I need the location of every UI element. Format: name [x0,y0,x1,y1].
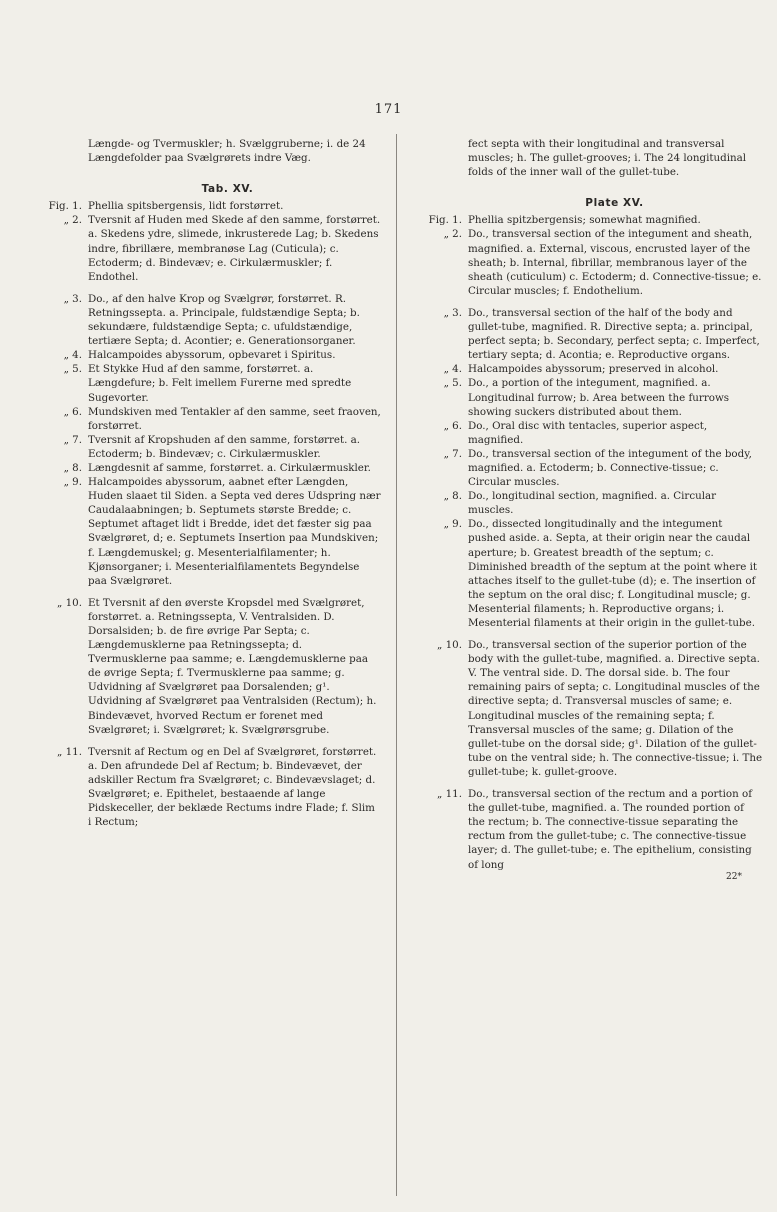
figure-entry [0,199,395,213]
figure-caption: Mundskiven med Tentakler af den samme, seet fraoven, forstørret. [88,405,381,432]
figure-entry [392,306,777,362]
figure-label: „ 4. [443,363,462,376]
danish-figure-list [0,199,395,829]
figure-label: „ 10. [437,639,462,652]
figure-entry [0,292,395,348]
figure-entry [0,475,395,588]
figure-entry [0,433,395,461]
figure-entry [392,638,777,779]
figure-label: Fig. 1. [48,200,82,213]
figure-caption: Længdesnit af samme, forstørret. a. Cirkulærmuskler. [88,461,371,474]
figure-caption: Do., transversal section of the integument of the body, magnified. a. Ectoderm; b. Connective-tissue; c. Circular muscles. [468,447,752,489]
figure-label: „ 2. [63,214,82,227]
figure-entry [0,362,395,404]
figure-entry [0,405,395,433]
figure-caption: Do., a portion of the integument, magnified. a. Longitudinal furrow; b. Area between the furrows showing suckers distributed about them. [468,377,730,418]
figure-entry [392,376,777,418]
figure-label: „ 11. [57,745,82,758]
figure-entry [0,745,395,830]
figure-caption: Do., transversal section of the half of the body and gullet-tube, magnified. R. Directive septa; a. principal, perfect septa; b. Secondary, perfect septa; c. Imperfect, tertiary septa; d. Acontia; e. Reproductive organs. [468,306,760,362]
danish-intro: Længde- og Tvermuskler; h. Svælggruberne; i. de 24 Længdefolder paa Svælgrørets indre Væg. [88,138,366,165]
figure-caption: Do., transversal section of the rectum and a portion of the gullet-tube, magnified. a. The rounded portion of the rectum; b. The connective-tissue separating the rectum from the gullet-tube; c. The connective-tissue layer; d. The gullet-tube; e. The epithelium, consisting of long [468,788,753,871]
figure-caption: Do., transversal section of the superior portion of the body with the gullet-tube, magnified. a. Directive septa. V. The ventral side. D. The dorsal side. b. The four remaining pairs of septa; c. Longitudinal muscles of the directive septa; d. Transversal muscles of same; e. Longitudinal muscles of the remaining septa; f. Transversal muscles of the same; g. Dilation of the gullet-tube on the dorsal side; g¹. Dilation of the gullet-tube on the ventral side; h. The connective-tissue; i. The gullet-tube; k. gullet-groove. [468,639,763,778]
figure-label: „ 2. [443,228,462,241]
figure-label: „ 10. [57,596,82,609]
page-number: 171 [374,102,403,117]
english-column [392,137,777,882]
english-plate-title: Plate XV. [585,197,644,210]
figure-entry [392,447,777,489]
figure-caption: Do., longitudinal section, magnified. a. Circular muscles. [468,490,717,517]
figure-entry [392,227,777,297]
english-intro: fect septa with their longitudinal and transversal muscles; h. The gullet-grooves; i. The 24 longitudinal folds of the inner wall of the gullet-tube. [468,138,747,179]
figure-caption: Et Tversnit af den øverste Kropsdel med Svælgrøret, forstørret. a. Retningssepta, V. Ventralsiden. D. Dorsalsiden; b. de fire øvrige Par Septa; c. Længdemusklerne paa Retningssepta; d. Tvermusklerne paa samme; e. Længdemusklerne paa de øvrige Septa; f. Tvermusklerne paa samme; g. Udvidning af Svælgrøret paa Dorsalenden; g¹. Udvidning af Svælgrøret paa Ventralsiden (Rectum); h. Bindevævet, hvorved Rectum er forenet med Svælgrøret; i. Svælgrøret; k. Svælgrørsgrube. [88,596,377,736]
figure-label: „ 8. [63,461,82,474]
figure-label: „ 9. [63,476,82,489]
figure-label: „ 3. [443,306,462,319]
figure-caption: Do., transversal section of the integument and sheath, magnified. a. External, viscous, encrusted layer of the sheath; b. Internal, fibrillar, membranous layer of the sheath (cuticulum) c. Ectoderm; d. Connective-tissue; e. Circular muscles; f. Endothelium. [468,228,762,297]
figure-caption: Halcampoides abyssorum, aabnet efter Længden, Huden slaaet til Siden. a Septa ved deres Udspring nær Caudalaabningen; b. Septumets største Bredde; c. Septumet aftaget lidt i Bredde, idet det fæster sig paa Svælgrøret, d; e. Septumets Insertion paa Mundskiven; f. Længdemuskel; g. Mesenterialfilamenter; h. Kjønsorganer; i. Mesenterialfilamentets Begyndelse paa Svælgrøret. [88,476,381,587]
figure-entry [392,517,777,630]
figure-label: „ 8. [443,490,462,503]
figure-caption: Tversnit af Kropshuden af den samme, forstørret. a. Ectoderm; b. Bindevæv; c. Cirkulærmuskler. [88,433,361,460]
figure-label: „ 7. [443,447,462,460]
figure-entry [0,596,395,737]
figure-label: Fig. 1. [428,214,462,227]
figure-caption: Halcampoides abyssorum, opbevaret i Spiritus. [88,349,336,362]
figure-label: „ 3. [63,292,82,305]
figure-entry [392,419,777,447]
danish-plate-title: Tab. XV. [201,183,254,196]
figure-caption: Et Stykke Hud af den samme, forstørret. a. Længdefure; b. Felt imellem Furerne med spredte Sugevorter. [88,363,352,404]
figure-label: „ 6. [63,405,82,418]
figure-entry [392,489,777,517]
figure-label: „ 7. [63,433,82,446]
figure-label: „ 9. [443,518,462,531]
english-figure-list [392,213,777,871]
figure-caption: Tversnit af Rectum og en Del af Svælgrøret, forstørret. a. Den afrundede Del af Rectum; b. Bindevævet, der adskiller Rectum fra Svælgrøret; c. Bindevævslaget; d. Svælgrøret; e. Epithelet, bestaaende af lange Pidskeceller, der beklæde Rectums indre Flade; f. Slim i Rectum; [88,745,377,829]
figure-entry [392,362,777,376]
figure-entry [392,787,777,872]
figure-caption: Do., af den halve Krop og Svælgrør, forstørret. R. Retningssepta. a. Principale, fuldstændige Septa; b. sekundære, fuldstændige Septa; c. ufuldstændige, tertiære Septa; d. Acontier; e. Generationsorganer. [88,292,360,348]
figure-entry [0,461,395,475]
figure-entry [0,213,395,283]
figure-caption: Tversnit af Huden med Skede af den samme, forstørret. a. Skedens ydre, slimede, inkrusterede Lag; b. Skedens indre, fibrillære, membranøse Lag (Cuticula); c. Ectoderm; d. Bindevæv; e. Cirkulærmuskler; f. Endothel. [88,214,381,283]
figure-caption: Do., dissected longitudinally and the integument pushed aside. a. Septa, at their origin near the caudal aperture; b. Greatest breadth of the septum; c. Diminished breadth of the septum at the point where it attaches itself to the gullet-tube (d); e. The insertion of the septum on the oral disc; f. Longitudinal muscle; g. Mesenterial filaments; h. Reproductive organs; i. Mesenterial filaments at their origin in the gullet-tube. [468,518,758,629]
figure-caption: Phellia spitsbergensis, lidt forstørret. [88,200,284,213]
signature-mark: 22* [726,871,742,882]
figure-label: „ 6. [443,419,462,432]
danish-column [0,137,395,829]
figure-entry [392,213,777,227]
figure-label: „ 5. [443,377,462,390]
figure-label: „ 5. [63,363,82,376]
figure-label: „ 4. [63,349,82,362]
figure-caption: Do., Oral disc with tentacles, superior aspect, magnified. [468,419,708,446]
figure-entry [0,348,395,362]
figure-caption: Phellia spitzbergensis; somewhat magnified. [468,214,701,227]
figure-caption: Halcampoides abyssorum; preserved in alcohol. [468,363,719,376]
figure-label: „ 11. [437,788,462,801]
